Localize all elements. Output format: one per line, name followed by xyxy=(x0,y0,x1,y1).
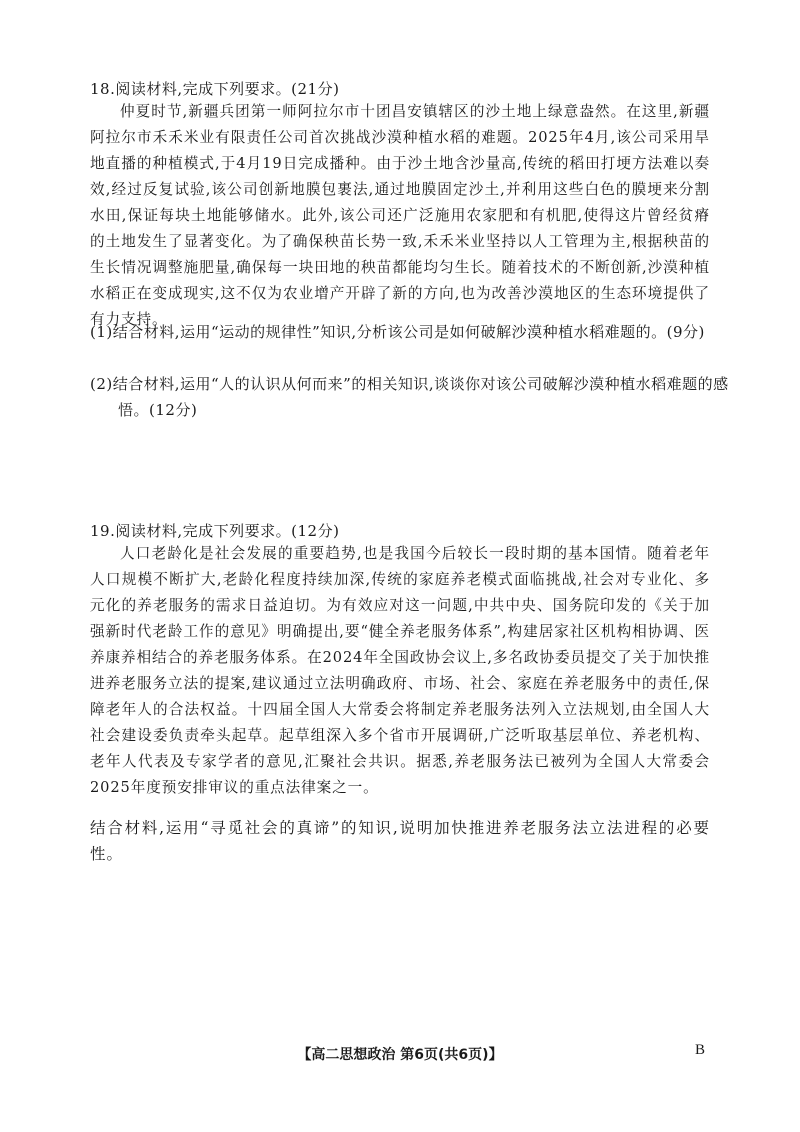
question-19-material: 人口老龄化是社会发展的重要趋势,也是我国今后较长一段时期的基本国情。随着老年人口规模不断扩大,老龄化程度持续加深,传统的家庭养老模式面临挑战,社会对专业化、多元化的养老服务的需求日益迫切。为有效应对这一问题,中共中央、国务院印发的《关于加强新时代老龄工作的意见》明确提出,要“健全养老服务体系”,构建居家社区机构相协调、医养康养相结合的养老服务体系。在2024年全国政协会议上,多名政协委员提交了关于加快推进养老服务立法的提案,建议通过立法明确政府、市场、社会、家庭在养老服务中的责任,保障老年人的合法权益。十四届全国人大常委会将制定养老服务法列入立法规划,由全国人大社会建设委负责牵头起草。起草组深入多个省市开展调研,广泛听取基层单位、养老机构、老年人代表及专家学者的意见,汇聚社会共识。据悉,养老服务法已被列为全国人大常委会2025年度预安排审议的重点法律案之一。 xyxy=(90,545,710,796)
question-18-material: 仲夏时节,新疆兵团第一师阿拉尔市十团昌安镇辖区的沙土地上绿意盎然。在这里,新疆阿拉尔市禾禾米业有限责任公司首次挑战沙漠种植水稻的难题。2025年4月,该公司采用旱地直播的种植模式,于4月19日完成播种。由于沙土地含沙量高,传统的稻田打埂方法难以奏效,经过反复试验,该公司创新地膜包裹法,通过地膜固定沙土,并利用这些白色的膜埂来分割水田,保证每块土地能够储水。此外,该公司还广泛施用农家肥和有机肥,使得这片曾经贫瘠的土地发生了显著变化。为了确保秧苗长势一致,禾禾米业坚持以人工管理为主,根据秧苗的生长情况调整施肥量,确保每一块田地的秧苗都能均匀生长。随着技术的不断创新,沙漠种植水稻正在变成现实,这不仅为农业增产开辟了新的方向,也为改善沙漠地区的生态环境提供了有力支持。 xyxy=(90,103,710,328)
question-18-part-1: (1)结合材料,运用“运动的规律性”知识,分析该公司是如何破解沙漠种植水稻难题的。(9分) xyxy=(90,323,705,341)
page-footer: 【高二思想政治 第6页(共6页)】 xyxy=(297,1047,503,1063)
question-18-heading: 18.阅读材料,完成下列要求。(21分) xyxy=(90,80,340,98)
question-19-task: 结合材料,运用“寻觅社会的真谛”的知识,说明加快推进养老服务法立法进程的必要性。 xyxy=(90,819,710,863)
question-18-part-2: (2)结合材料,运用“人的认识从何而来”的相关知识,谈谈你对该公司破解沙漠种植水稻难题的感悟。(12分) xyxy=(90,375,729,419)
question-19-heading: 19.阅读材料,完成下列要求。(12分) xyxy=(90,522,340,540)
paper-version-label: B xyxy=(695,1042,706,1058)
